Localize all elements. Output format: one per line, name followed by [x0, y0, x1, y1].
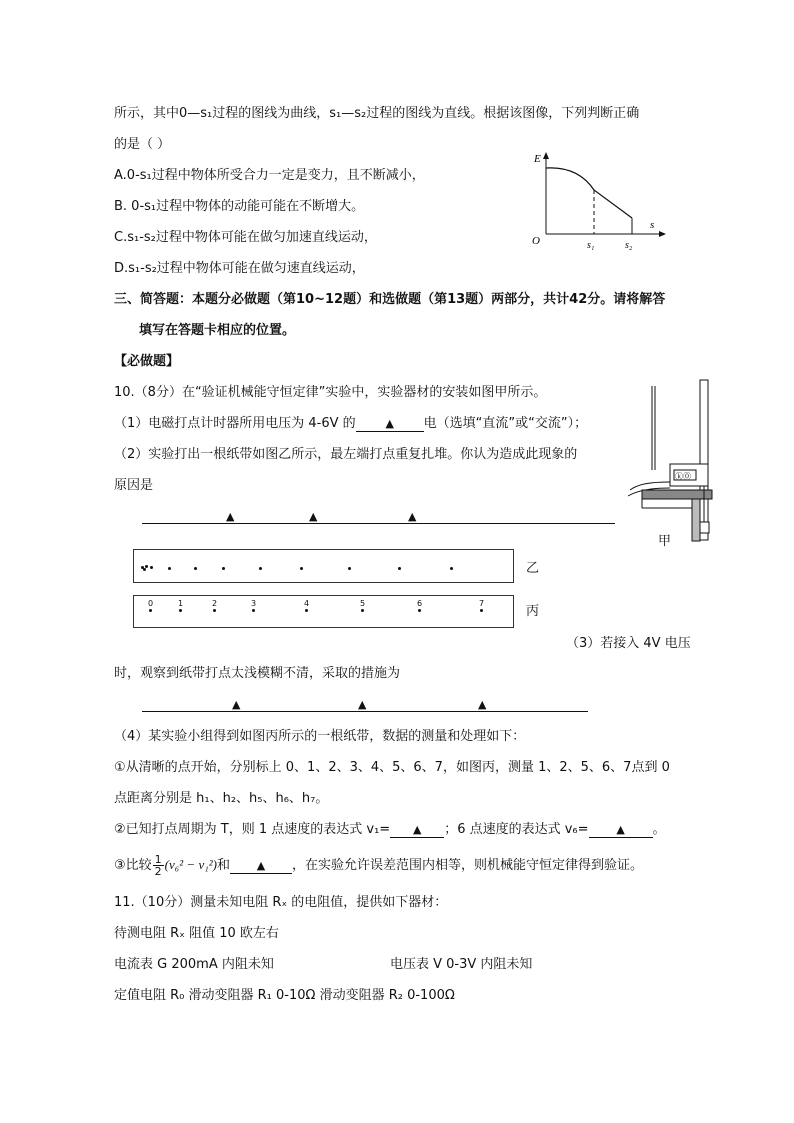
answer-marker: ▲ — [408, 510, 417, 523]
answer-marker: ▲ — [358, 698, 367, 711]
graph-tick-s2: s₂ — [625, 240, 633, 251]
answer-blank-v6[interactable]: ▲ — [589, 823, 653, 838]
q11-item-rx: 待测电阻 Rₓ 阻值 10 欧左右 — [114, 926, 279, 941]
intro-line-1: 所示，其中0—s₁过程的图线为曲线，s₁—s₂过程的图线为直线。根据该图像，下列判断正确 — [114, 106, 640, 121]
tape-bing — [133, 595, 514, 628]
q11-item-ammeter: 电流表 G 200mA 内阻未知 — [114, 957, 274, 972]
q11-stem: 11.（10分）测量未知电阻 Rₓ 的电阻值，提供如下器材： — [114, 895, 448, 910]
q10-part1: （1）电磁打点计时器所用电压为 4-6V 的 ▲ 电（选填“直流”或“交流”）； — [114, 416, 588, 431]
tape-point-label: 5 — [360, 599, 366, 608]
required-heading: 【必做题】 — [114, 354, 180, 369]
q10-part3-line1: （3）若接入 4V 电压 — [566, 636, 691, 651]
q11-item-resistors: 定值电阻 R₀ 滑动变阻器 R₁ 0-10Ω 滑动变阻器 R₂ 0-100Ω — [114, 988, 455, 1003]
graph-x-label: s — [650, 219, 655, 231]
q10-part3-line2: 时，观察到纸带打点太浅模糊不清，采取的措施为 — [114, 666, 401, 681]
tape-point-label: 4 — [304, 599, 310, 608]
tape-yi — [133, 549, 514, 583]
graph-origin: O — [532, 235, 540, 247]
tape-point-label: 6 — [417, 599, 423, 608]
q10-part4: （4）某实验小组得到如图丙所示的一根纸带，数据的测量和处理如下： — [114, 729, 526, 744]
apparatus-figure — [622, 378, 722, 548]
q10-stem: 10.（8分）在“验证机械能守恒定律”实验中，实验器材的安装如图甲所示。 — [114, 385, 547, 400]
figure-yi-label: 乙 — [526, 561, 540, 576]
answer-marker: ▲ — [478, 698, 487, 711]
tape-point-label: 2 — [212, 599, 218, 608]
answer-line-2[interactable] — [142, 523, 615, 524]
graph-tick-s1: s₁ — [587, 240, 595, 251]
answer-marker: ▲ — [226, 510, 235, 523]
graph-y-label: E — [534, 153, 541, 165]
option-a: A.0-s₁过程中物体所受合力一定是变力，且不断减小， — [114, 168, 425, 183]
tape-point-label: 3 — [251, 599, 257, 608]
section3-line-1: 三、简答题：本题分必做题（第10~12题）和选做题（第13题）两部分，共计42分。请将解答 — [114, 292, 666, 307]
q10-part4-step2: ②已知打点周期为 T，则 1 点速度的表达式 v₁= ▲ ；6 点速度的表达式 v₆= ▲ 。 — [114, 822, 666, 837]
q10-part4-step3: ③比较 $\frac{1}{2}$ (v₆² − v₁²)和 ▲ ，在实验允许误差范围内相等，则机械能守恒定律得到验证。 — [114, 853, 643, 878]
option-c: C.s₁-s₂过程中物体可能在做匀加速直线运动， — [114, 230, 377, 245]
option-b: B. 0-s₁过程中物体的动能可能在不断增大。 — [114, 199, 365, 214]
option-d: D.s₁-s₂过程中物体可能在做匀速直线运动， — [114, 261, 365, 276]
figure-jia-label: 甲 — [658, 534, 672, 549]
tape-point-label: 7 — [479, 599, 485, 608]
answer-marker: ▲ — [309, 510, 318, 523]
q10-part2-line1: （2）实验打出一根纸带如图乙所示，最左端打点重复扎堆。你认为造成此现象的 — [114, 447, 578, 462]
answer-blank-v1[interactable]: ▲ — [390, 823, 444, 838]
tape-point-label: 1 — [178, 599, 184, 608]
intro-line-2: 的是（ ） — [114, 137, 171, 152]
figure-bing-label: 丙 — [526, 604, 540, 619]
energy-displacement-graph — [528, 148, 678, 253]
answer-blank-compare[interactable]: ▲ — [230, 859, 292, 874]
q10-part2-line2: 原因是 — [114, 478, 154, 493]
q10-part4-step1a: ①从清晰的点开始，分别标上 0、1、2、3、4、5、6、7，如图丙，测量 1、2、5、6、7点到 0 — [114, 760, 670, 775]
q10-part4-step1b: 点距离分别是 h₁、h₂、h₅、h₆、h₇。 — [114, 791, 329, 806]
tape-point-label: 0 — [148, 599, 154, 608]
section3-line-2: 填写在答题卡相应的位置。 — [139, 323, 296, 338]
q11-item-voltmeter: 电压表 V 0-3V 内阻未知 — [390, 957, 533, 972]
answer-marker: ▲ — [232, 698, 241, 711]
answer-blank-1[interactable]: ▲ — [356, 417, 424, 432]
fraction-half: $\frac{1}{2}$ — [154, 853, 162, 878]
timer-label: ⓚ⓪ — [675, 472, 691, 481]
